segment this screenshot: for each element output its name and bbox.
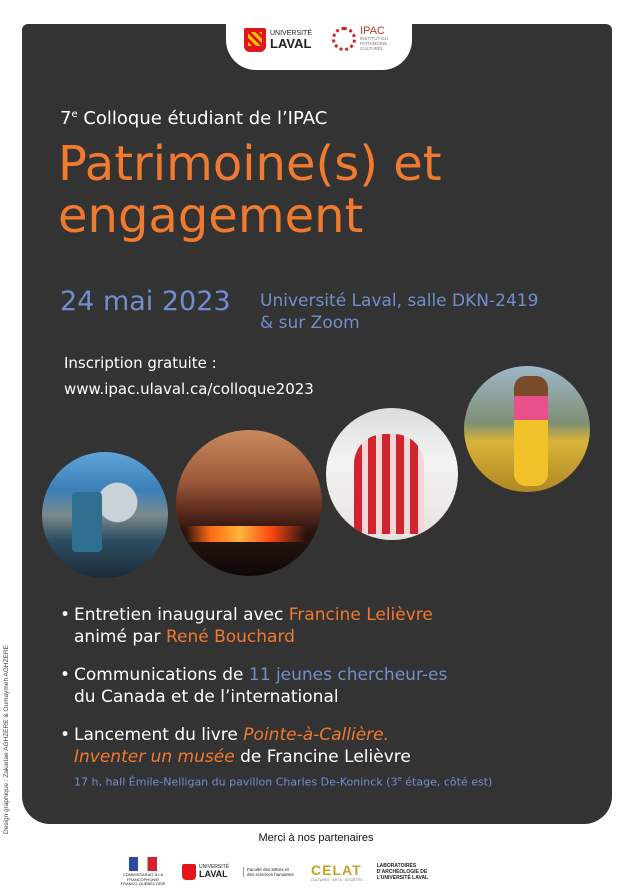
- program-list: [60, 604, 600, 806]
- laboratoires-archeologie-logo: LABORATOIRES D’ARCHÉOLOGIE DE L’UNIVERSITÉ LAVAL: [376, 863, 429, 881]
- statue-photo: [326, 408, 458, 540]
- researchers-highlight: 11 jeunes chercheur-es: [248, 665, 448, 685]
- event-venue: [260, 290, 600, 334]
- partners-title: Merci à nos partenaires: [258, 832, 374, 844]
- inscription-url[interactable]: www.ipac.ulaval.ca/colloque2023: [64, 380, 314, 398]
- kicker-number: 7: [60, 108, 72, 129]
- event-kicker: [60, 108, 327, 129]
- universite-laval-shield-icon: [244, 28, 266, 52]
- ipac-ring-icon: [332, 27, 356, 51]
- universite-laval-partner-logo: UNIVERSITÉ LAVAL: [182, 864, 229, 880]
- flag-icon: [129, 857, 157, 871]
- faculte-logo: Faculté des lettres et des sciences humaines: [243, 867, 297, 877]
- event-date: 24 mai 2023: [60, 286, 231, 317]
- bullet-icon: •: [60, 665, 71, 685]
- list-item: • Lancement du livre Pointe-à-Callière. Inventer un musée de Francine Lelièvre 17 h, hall Émile-Nelligan du pavillon Charles De-Koninck (3e étage, côté est): [60, 724, 600, 790]
- design-credit: Design graphique : Zakariae AGHZERE & Oumaymeh AGHZERE: [3, 645, 10, 834]
- list-item: • Communications de 11 jeunes chercheur-es du Canada et de l’international: [60, 665, 448, 707]
- forest-fire-photo: [176, 430, 322, 576]
- mural-photo: [42, 452, 168, 578]
- book-title-line1: Pointe-à-Callière.: [243, 725, 390, 745]
- kicker-sup: e: [71, 109, 78, 120]
- dancer-photo: [464, 366, 590, 492]
- bullet-icon: •: [60, 725, 71, 745]
- book-title-line2: Inventer un musée: [74, 747, 235, 767]
- logo-tab: [226, 14, 412, 70]
- list-item: • Entretien inaugural avec Francine Lelièvre animé par René Bouchard: [60, 605, 433, 647]
- universite-laval-logo: [244, 28, 312, 52]
- partners-logos: [118, 856, 538, 888]
- ul-logo-line1: UNIVERSITÉ: [270, 30, 313, 37]
- inscription-block: [64, 350, 314, 402]
- launch-location-note: 17 h, hall Émile-Nelligan du pavillon Charles De-Koninck (3e étage, côté est): [74, 775, 493, 789]
- bullet-icon: •: [60, 605, 71, 625]
- inscription-label: Inscription gratuite :: [64, 354, 217, 372]
- kicker-text: Colloque étudiant de l’IPAC: [77, 108, 328, 129]
- event-title: Patrimoine(s) et engagement: [58, 136, 442, 244]
- speaker-name: Francine Lelièvre: [288, 605, 433, 625]
- ul-shield-icon: [182, 864, 196, 880]
- venue-line1: Université Laval, salle DKN-2419: [260, 291, 539, 311]
- francophonie-logo: COMMISSARIAT À LA FRANCOPHONIE FRANCO-QUÉBÉCOISE: [118, 857, 168, 887]
- ipac-subtitle: INSTITUT DU PATRIMOINE CULTUREL: [360, 36, 388, 51]
- ul-logo-line2: LAVAL: [270, 36, 312, 51]
- venue-line2: & sur Zoom: [260, 313, 360, 333]
- celat-logo: CELAT CULTURES · ARTS · SOCIÉTÉS: [311, 862, 363, 882]
- moderator-name: René Bouchard: [165, 627, 295, 647]
- ipac-name: IPAC: [360, 25, 385, 37]
- ipac-logo: [332, 26, 400, 52]
